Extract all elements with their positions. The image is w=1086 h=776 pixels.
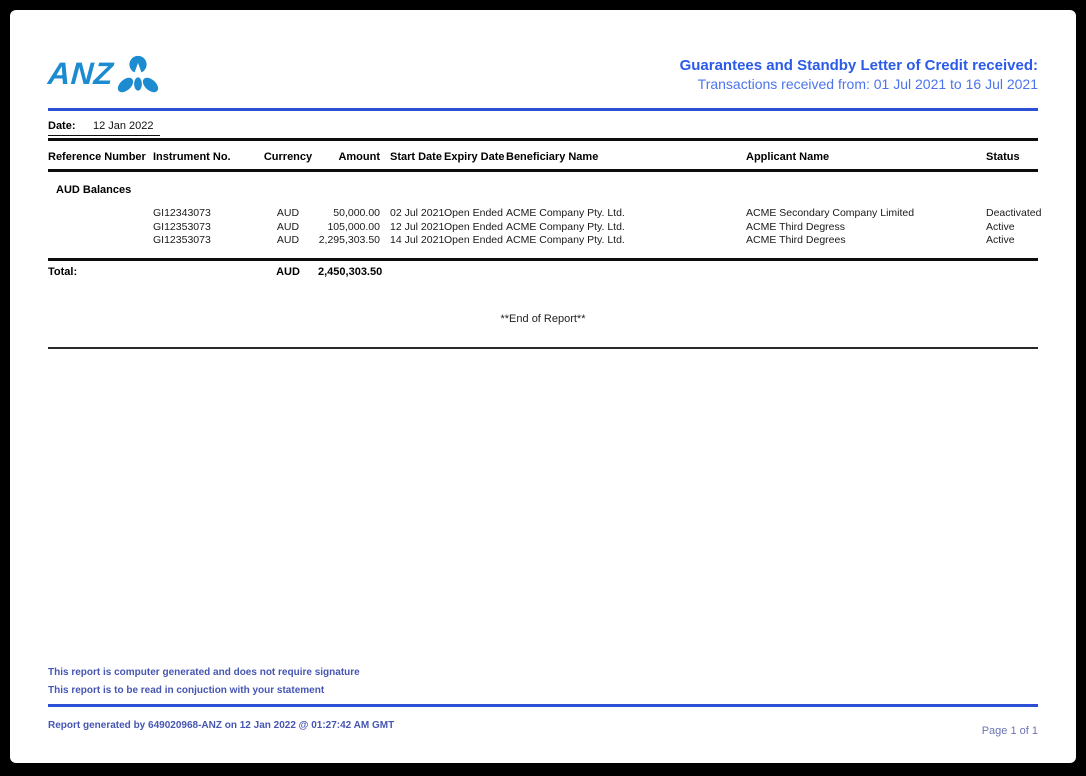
total-label: Total: xyxy=(48,265,78,278)
cell-instrument-no: GI12343073 xyxy=(153,207,211,219)
header-divider xyxy=(48,108,1038,111)
report-date xyxy=(48,115,160,136)
cell-start-date: 02 Jul 2021 xyxy=(390,207,445,219)
footer-divider xyxy=(48,704,1038,707)
column-header-start-date: Start Date xyxy=(390,151,442,163)
report-subtitle: Transactions received from: 01 Jul 2021 to 16 Jul 2021 xyxy=(697,76,1038,92)
cell-status: Deactivated xyxy=(986,207,1042,219)
cell-expiry-date: Open Ended xyxy=(444,220,503,233)
total-currency: AUD xyxy=(276,265,300,278)
cell-beneficiary-name: ACME Company Pty. Ltd. xyxy=(506,220,625,233)
anz-logo xyxy=(48,54,161,101)
date-row xyxy=(48,115,1038,136)
footer-note-2: This report is to be read in conjuction with your statement xyxy=(48,685,325,696)
cell-beneficiary-name: ACME Company Pty. Ltd. xyxy=(506,207,625,219)
cell-start-date: 12 Jul 2021 xyxy=(390,220,445,233)
cell-start-date: 14 Jul 2021 xyxy=(390,234,445,246)
footer-bottom-row xyxy=(48,720,1038,737)
date-divider xyxy=(48,138,1038,141)
column-header-expiry-date: Expiry Date xyxy=(444,151,505,163)
table-row xyxy=(48,207,1042,221)
date-label: Date: xyxy=(48,120,76,132)
report-page xyxy=(10,10,1076,763)
total-divider xyxy=(48,258,1038,261)
cell-amount: 50,000.00 xyxy=(333,207,380,219)
report-title: Guarantees and Standby Letter of Credit received: xyxy=(679,57,1038,74)
report-header xyxy=(48,54,1038,101)
cell-currency: AUD xyxy=(276,207,300,219)
cell-applicant-name: ACME Third Degress xyxy=(746,220,846,233)
cell-instrument-no: GI12353073 xyxy=(153,234,211,246)
column-header-instrument-no: Instrument No. xyxy=(153,151,231,163)
column-header-applicant-name: Applicant Name xyxy=(746,151,830,163)
cell-status: Active xyxy=(986,234,1015,246)
date-value: 12 Jan 2022 xyxy=(92,120,154,132)
page-number: Page 1 of 1 xyxy=(981,725,1038,737)
currency-group-label: AUD Balances xyxy=(56,184,132,196)
column-header-reference-number: Reference Number xyxy=(48,151,146,163)
column-header-currency: Currency xyxy=(263,151,313,163)
end-of-report-label: **End of Report** xyxy=(500,313,586,325)
cell-instrument-no: GI12353073 xyxy=(153,220,211,233)
report-title-block xyxy=(680,57,1038,93)
cell-expiry-date: Open Ended xyxy=(444,234,503,246)
cell-applicant-name: ACME Third Degrees xyxy=(746,234,846,246)
table-header-divider xyxy=(48,169,1038,172)
cell-currency: AUD xyxy=(276,234,300,246)
table-row xyxy=(48,234,1038,248)
table-header-row xyxy=(48,150,1038,165)
cell-beneficiary-name: ACME Company Pty. Ltd. xyxy=(506,234,625,246)
column-header-status: Status xyxy=(986,151,1020,163)
column-header-amount: Amount xyxy=(338,151,380,163)
blank-area xyxy=(48,349,1038,667)
anz-logo-text: ANZ xyxy=(46,56,115,91)
table-row xyxy=(48,221,1038,235)
cell-currency: AUD xyxy=(276,220,300,233)
column-header-beneficiary-name: Beneficiary Name xyxy=(506,151,599,163)
cell-amount: 105,000.00 xyxy=(327,220,380,233)
footer-note-1: This report is computer generated and does not require signature xyxy=(48,667,360,678)
table-body xyxy=(48,207,1042,248)
cell-applicant-name: ACME Secondary Company Limited xyxy=(746,207,915,219)
total-amount: 2,450,303.50 xyxy=(318,265,383,278)
cell-expiry-date: Open Ended xyxy=(444,207,503,219)
cell-status: Active xyxy=(986,220,1015,233)
cell-amount: 2,295,303.50 xyxy=(318,234,380,246)
anz-lotus-icon xyxy=(115,54,161,101)
report-generated-info: Report generated by 649020968-ANZ on 12 Jan 2022 @ 01:27:42 AM GMT xyxy=(48,720,395,731)
total-row xyxy=(48,266,1038,280)
